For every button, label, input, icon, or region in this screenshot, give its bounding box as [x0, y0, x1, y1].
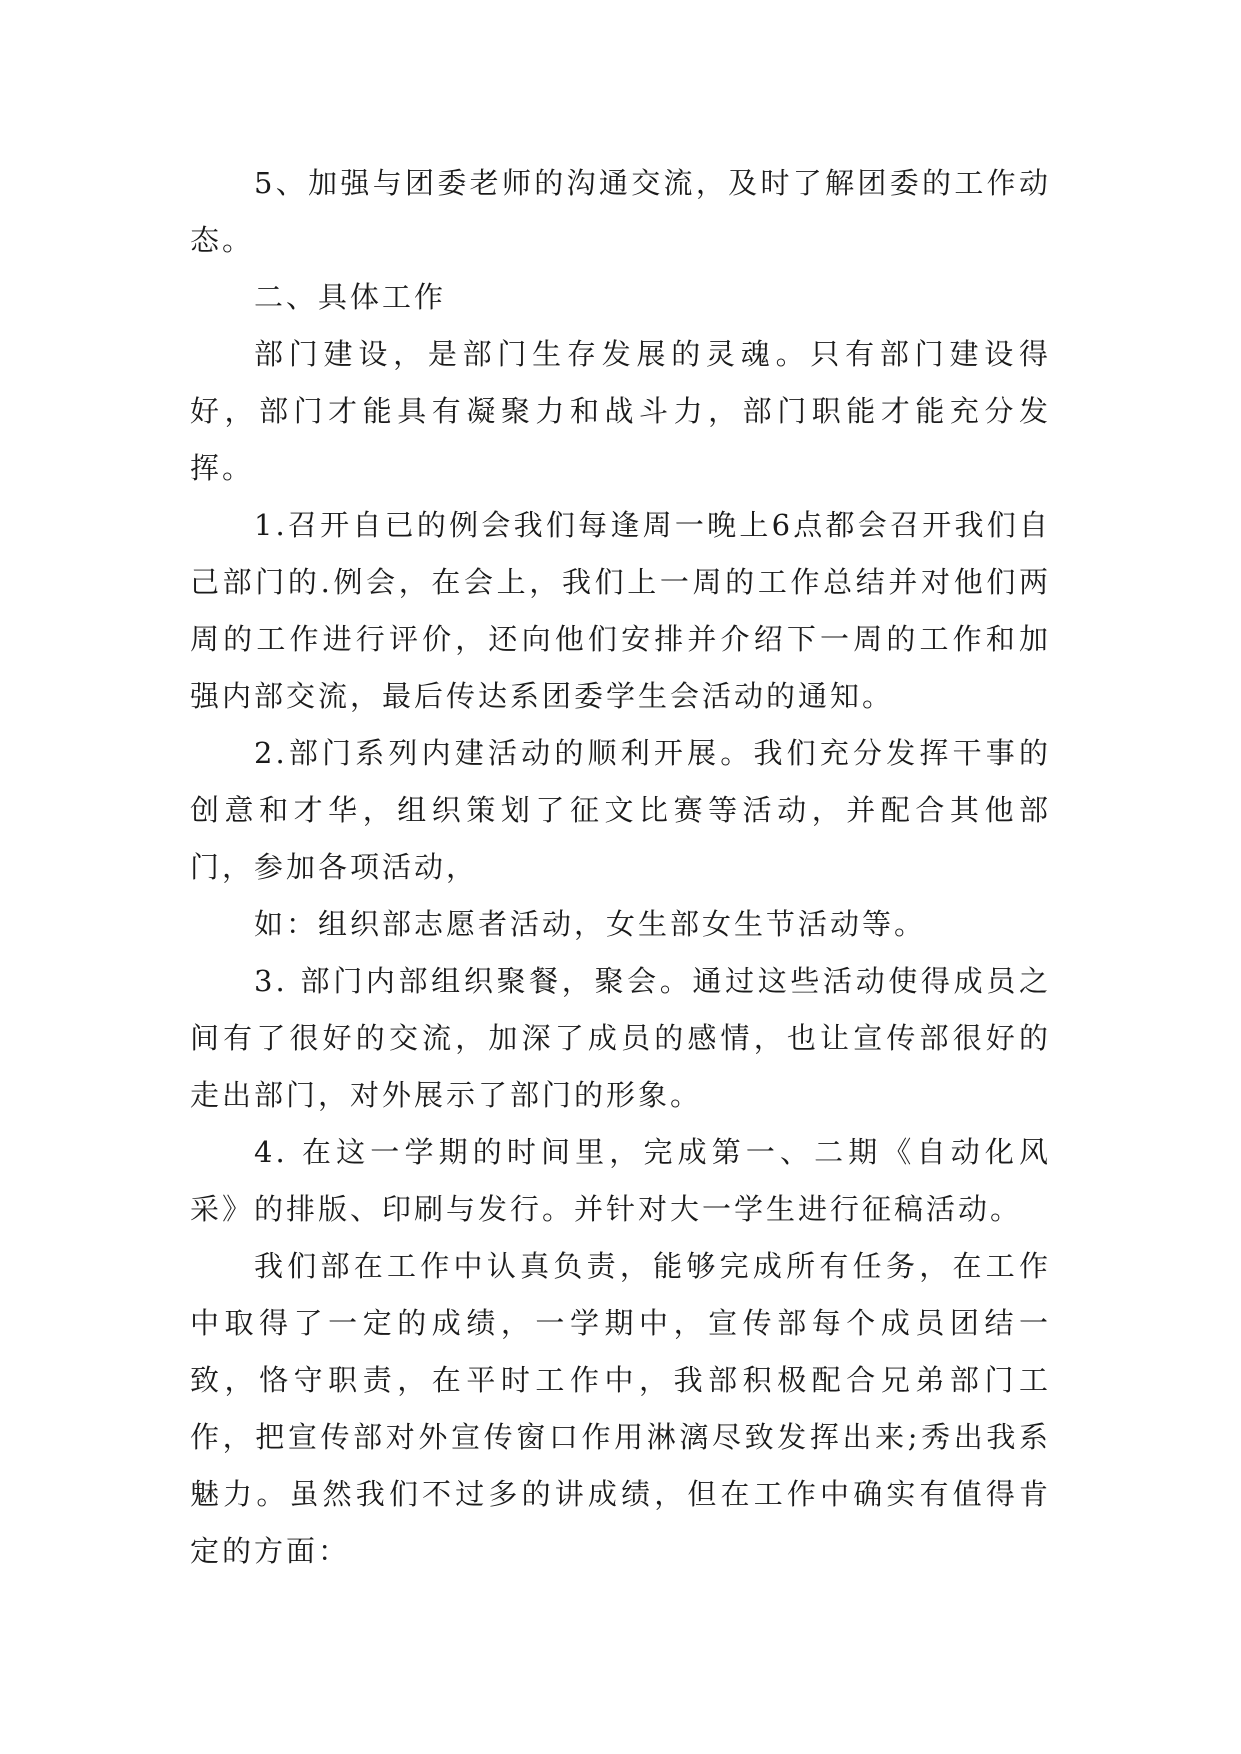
paragraph-activity-examples: 如：组织部志愿者活动，女生部女生节活动等。 [254, 907, 927, 941]
section-heading-specific-work: 二、具体工作 [254, 280, 447, 314]
paragraph-publication: 4. 在这一学期的时间里，完成第一、二期《自动化风采》的排版、印刷与发行。并针对大一学生进行征稿活动。 [190, 1135, 1051, 1226]
document-body [190, 155, 1051, 1580]
paragraph-internal-activities: 2.部门系列内建活动的顺利开展。我们充分发挥干事的创意和才华，组织策划了征文比赛等活动，并配合其他部门，参加各项活动， [190, 736, 1051, 884]
paragraph-gatherings: 3. 部门内部组织聚餐，聚会。通过这些活动使得成员之间有了很好的交流，加深了成员的感情，也让宣传部很好的走出部门，对外展示了部门的形象。 [190, 964, 1051, 1112]
paragraph-summary: 我们部在工作中认真负责，能够完成所有任务，在工作中取得了一定的成绩，一学期中，宣传部每个成员团结一致，恪守职责，在平时工作中，我部积极配合兄弟部门工作，把宣传部对外宣传窗口作用淋漓尽致发挥出来;秀出我系魅力。虽然我们不过多的讲成绩，但在工作中确实有值得肯定的方面： [190, 1249, 1051, 1568]
paragraph-weekly-meeting: 1.召开自已的例会我们每逢周一晚上6点都会召开我们自己部门的.例会，在会上，我们上一周的工作总结并对他们两周的工作进行评价，还向他们安排并介绍下一周的工作和加强内部交流，最后传达系团委学生会活动的通知。 [190, 508, 1051, 713]
paragraph-item-5: 5、加强与团委老师的沟通交流，及时了解团委的工作动态。 [190, 166, 1051, 257]
paragraph-department-building: 部门建设，是部门生存发展的灵魂。只有部门建设得好，部门才能具有凝聚力和战斗力，部门职能才能充分发挥。 [190, 337, 1051, 485]
